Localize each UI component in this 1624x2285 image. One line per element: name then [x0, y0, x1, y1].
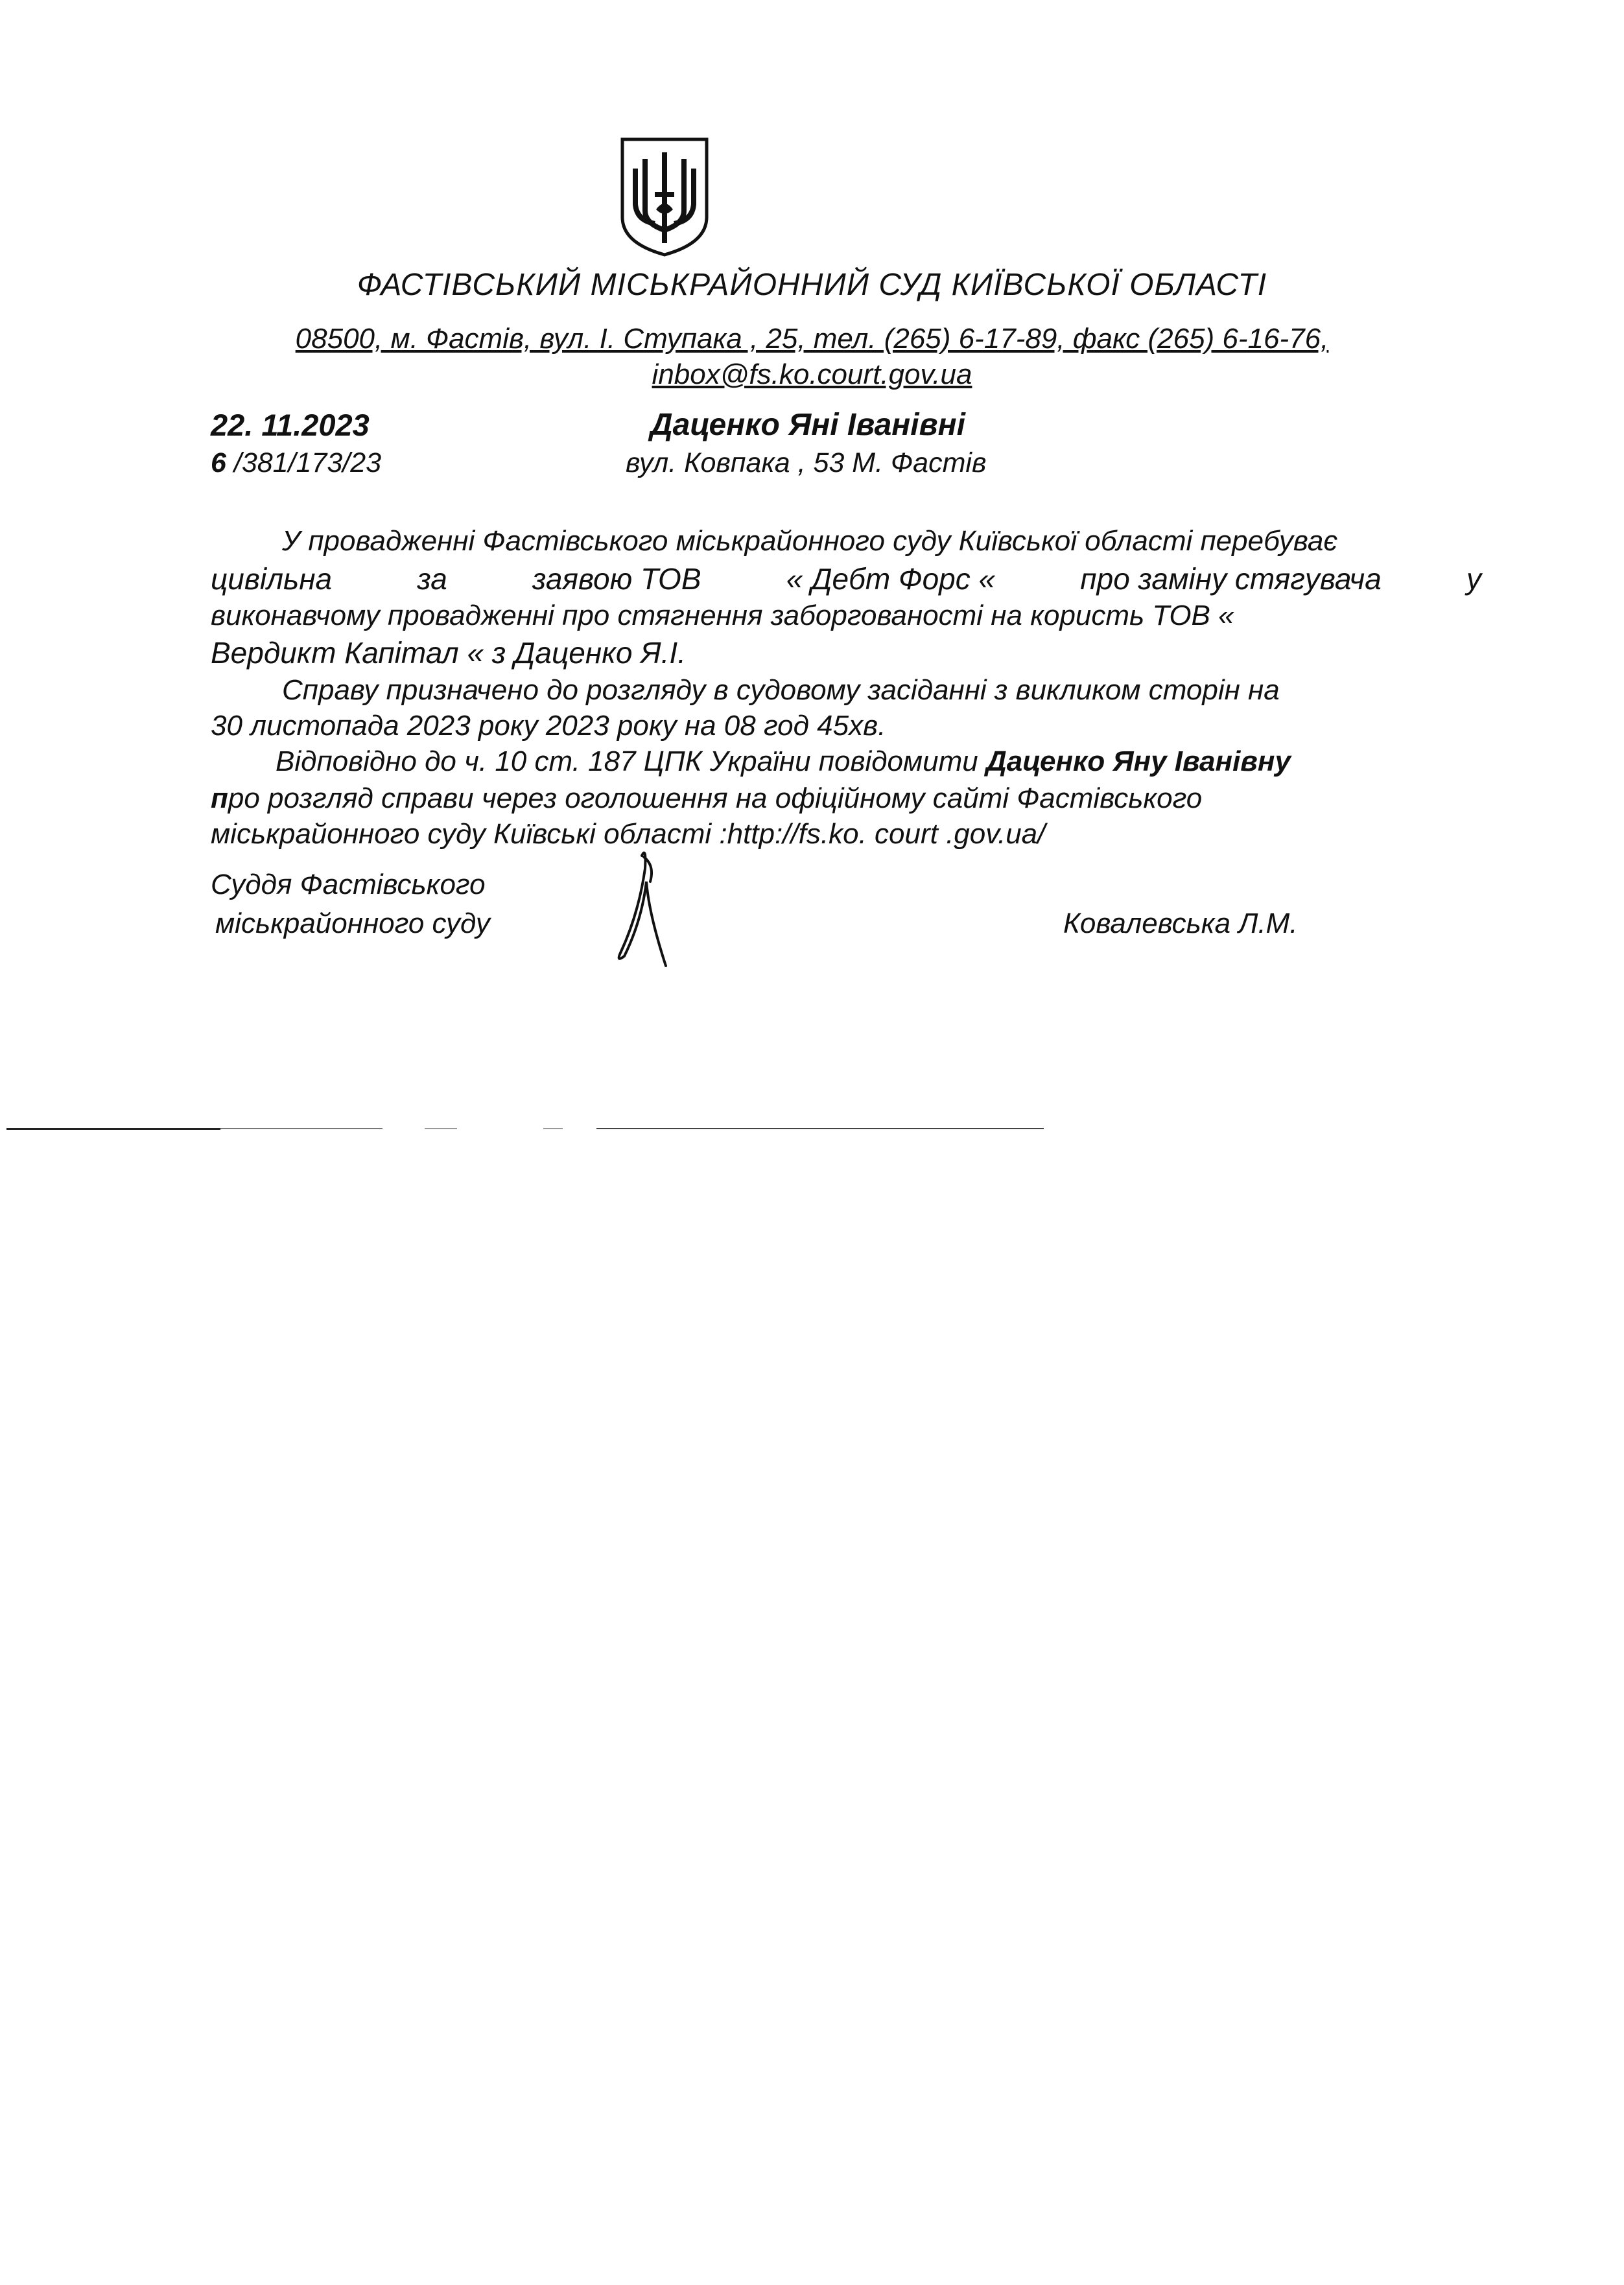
body-line — [211, 782, 1202, 815]
court-email[interactable]: inbox@fs.ko.court.gov.ua — [652, 358, 972, 390]
court-address: 08500, м. Фастів, вул. І. Ступака , 25, тел. (265) 6-17-89, факс (265) 6-16-76, — [295, 323, 1329, 355]
body-line: Справу призначено до розгляду в судовому засіданні з викликом сторін на — [282, 674, 1280, 706]
body-line — [276, 745, 1291, 778]
body-word: у — [1466, 562, 1481, 596]
body-word: цивільна — [211, 562, 333, 596]
body-word: заявою ТОВ — [532, 562, 701, 596]
recipient-name-inline: Даценко Яну Іванівну — [986, 745, 1291, 777]
body-line: 30 листопада 2023 року 2023 року на 08 год 45хв. — [211, 710, 886, 742]
body-line: У провадженні Фастівського міськрайонного суду Київської області перебуває — [282, 525, 1338, 557]
divider — [220, 1128, 382, 1129]
body-line: міськрайонного суду Київські області :http://fs.ko. court .gov.ua/ — [211, 818, 1046, 850]
body-line: Вердикт Капітал « з Даценко Я.І. — [211, 636, 686, 670]
trident-coat-of-arms-icon — [616, 133, 713, 259]
body-line: виконавчому провадженні про стягнення заборгованості на користь ТОВ « — [211, 600, 1234, 631]
recipient-name: Даценко Яні Іванівні — [650, 408, 965, 442]
divider — [596, 1128, 1044, 1129]
divider — [425, 1128, 457, 1129]
case-reference-prefix: 6 — [211, 447, 226, 478]
divider — [6, 1128, 220, 1130]
recipient-address: вул. Ковпака , 53 М. Фастів — [626, 447, 987, 478]
case-reference-number: /381/173/23 — [226, 447, 382, 478]
body-line-justified — [211, 561, 1481, 596]
body-word: за — [417, 562, 447, 596]
judge-name: Ковалевська Л.М. — [1063, 908, 1298, 939]
handwritten-signature-icon — [606, 843, 684, 972]
judge-title-line2: міськрайонного суду — [215, 908, 490, 939]
body-text-bold: п — [211, 782, 228, 814]
body-word: про заміну стягувача — [1080, 562, 1382, 596]
body-text: ро розгляд справи через оголошення на офіційному сайті Фастівського — [228, 782, 1203, 814]
judge-title-line1: Суддя Фастівського — [211, 869, 486, 900]
body-text: Відповідно до ч. 10 ст. 187 ЦПК України повідомити — [276, 745, 987, 777]
document-date: 22. 11.2023 — [211, 408, 370, 442]
court-name: ФАСТІВСЬКИЙ МІСЬКРАЙОННИЙ СУД КИЇВСЬКОЇ ОБЛАСТІ — [357, 268, 1267, 302]
divider — [543, 1128, 563, 1129]
body-word: « Дебт Форс « — [786, 562, 996, 596]
case-reference — [211, 447, 381, 479]
